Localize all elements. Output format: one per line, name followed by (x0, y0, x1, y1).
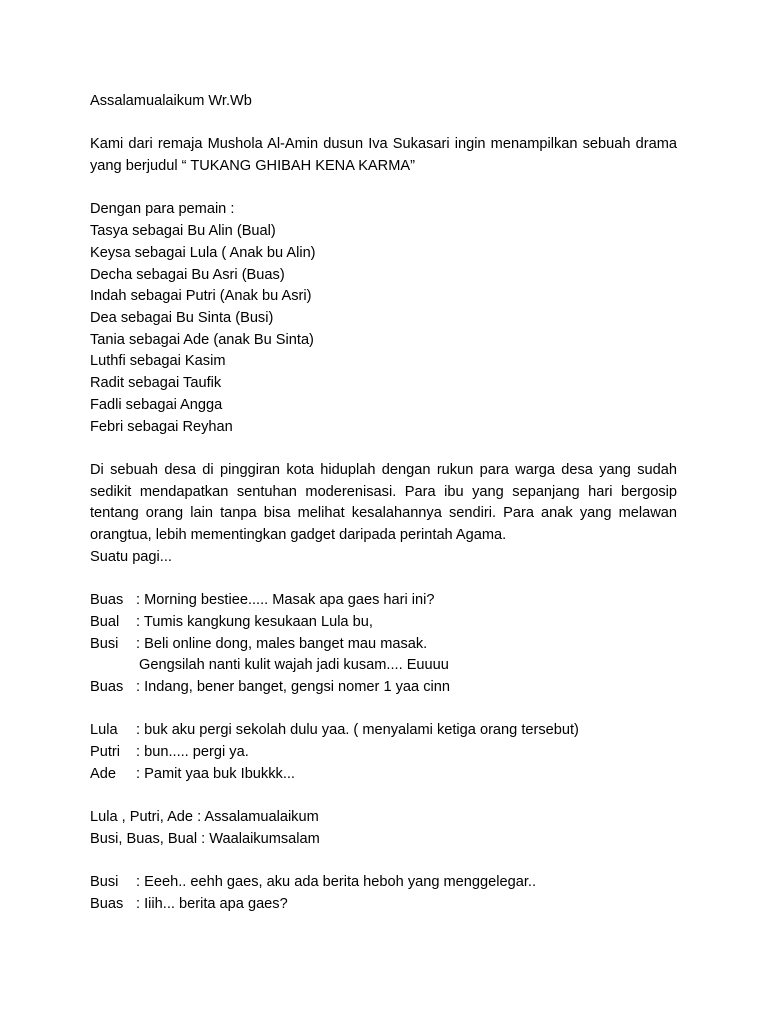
cast-item: Indah sebagai Putri (Anak bu Asri) (90, 288, 312, 305)
cast-heading: Dengan para pemain : (90, 201, 235, 218)
spacer (90, 178, 677, 200)
dialog-line (90, 634, 677, 656)
dialog-line (90, 720, 677, 742)
group-lines (90, 807, 677, 850)
dialog-text: : Tumis kangkung kesukaan Lula bu, (136, 613, 373, 630)
speaker-name: Lula (90, 722, 118, 739)
spacer (90, 851, 677, 873)
dialog-text: : Pamit yaa buk Ibukkk... (136, 765, 295, 782)
speaker-name: Putri (90, 744, 121, 761)
dialog-continuation: Gengsilah nanti kulit wajah jadi kusam.... Euuuu (139, 657, 449, 674)
group-line: Busi, Buas, Bual : Waalaikumsalam (90, 830, 320, 847)
dialog-text: : Indang, bener banget, gengsi nomer 1 yaa cinn (136, 678, 450, 695)
dialog-line (90, 742, 677, 764)
spacer (90, 568, 677, 590)
group-line: Lula , Putri, Ade : Assalamualaikum (90, 809, 319, 826)
dialog-line (90, 894, 677, 916)
dialog-text: : bun..... pergi ya. (136, 744, 249, 761)
speaker-name: Buas (90, 895, 124, 912)
spacer (90, 113, 677, 135)
dialog-text: : buk aku pergi sekolah dulu yaa. ( menyalami ketiga orang tersebut) (136, 722, 579, 739)
cast-item: Tania sebagai Ade (anak Bu Sinta) (90, 331, 314, 348)
dialog-text: : Beli online dong, males banget mau masak. (136, 635, 428, 652)
speaker-name: Busi (90, 874, 119, 891)
cast-item: Keysa sebagai Lula ( Anak bu Alin) (90, 244, 316, 261)
speaker-name: Buas (90, 678, 124, 695)
intro-paragraph: Kami dari remaja Mushola Al-Amin dusun Iva Sukasari ingin menampilkan sebuah drama yang berjudul “ TUKANG GHIBAH KENA KARMA” (90, 136, 677, 175)
dialog-block-1 (90, 590, 677, 699)
cast-item: Fadli sebagai Angga (90, 396, 223, 413)
dialog-text: : Iiih... berita apa gaes? (136, 895, 288, 912)
spacer (90, 699, 677, 721)
cast-list (90, 221, 677, 438)
spacer (90, 785, 677, 807)
cast-item: Dea sebagai Bu Sinta (Busi) (90, 310, 274, 326)
spacer (90, 438, 677, 460)
dialog-line (90, 677, 677, 699)
dialog-text: : Eeeh.. eehh gaes, aku ada berita heboh yang menggelegar.. (136, 874, 537, 891)
cast-item: Febri sebagai Reyhan (90, 418, 233, 435)
speaker-name: Busi (90, 635, 119, 652)
cast-item: Radit sebagai Taufik (90, 375, 222, 392)
dialog-line (90, 612, 677, 634)
cast-item: Decha sebagai Bu Asri (Buas) (90, 266, 285, 283)
dialog-line (90, 872, 677, 894)
dialog-block-2 (90, 720, 677, 785)
narration-paragraph: Di sebuah desa di pinggiran kota hiduplah dengan rukun para warga desa yang sudah sedikit mendapatkan sentuhan moderenisasi. Para ibu yang sepanjang hari bergosip tentang orang lain tanpa bisa melihat kesalahannya sendiri. Para anak yang melawan orangtua, lebih mementingkan gadget daripada perintah Agama. (90, 461, 677, 544)
cast-item: Luthfi sebagai Kasim (90, 353, 226, 370)
cast-item: Tasya sebagai Bu Alin (Bual) (90, 223, 276, 240)
speaker-name: Buas (90, 592, 124, 609)
greeting: Assalamualaikum Wr.Wb (90, 93, 252, 109)
dialog-line (90, 590, 677, 612)
dialog-line (90, 764, 677, 786)
speaker-name: Ade (90, 765, 116, 782)
dialog-text: : Morning bestiee..... Masak apa gaes hari ini? (136, 592, 435, 609)
scene-start: Suatu pagi... (90, 548, 172, 565)
speaker-name: Bual (90, 613, 120, 630)
document-body (90, 91, 677, 916)
dialog-block-3 (90, 872, 677, 915)
